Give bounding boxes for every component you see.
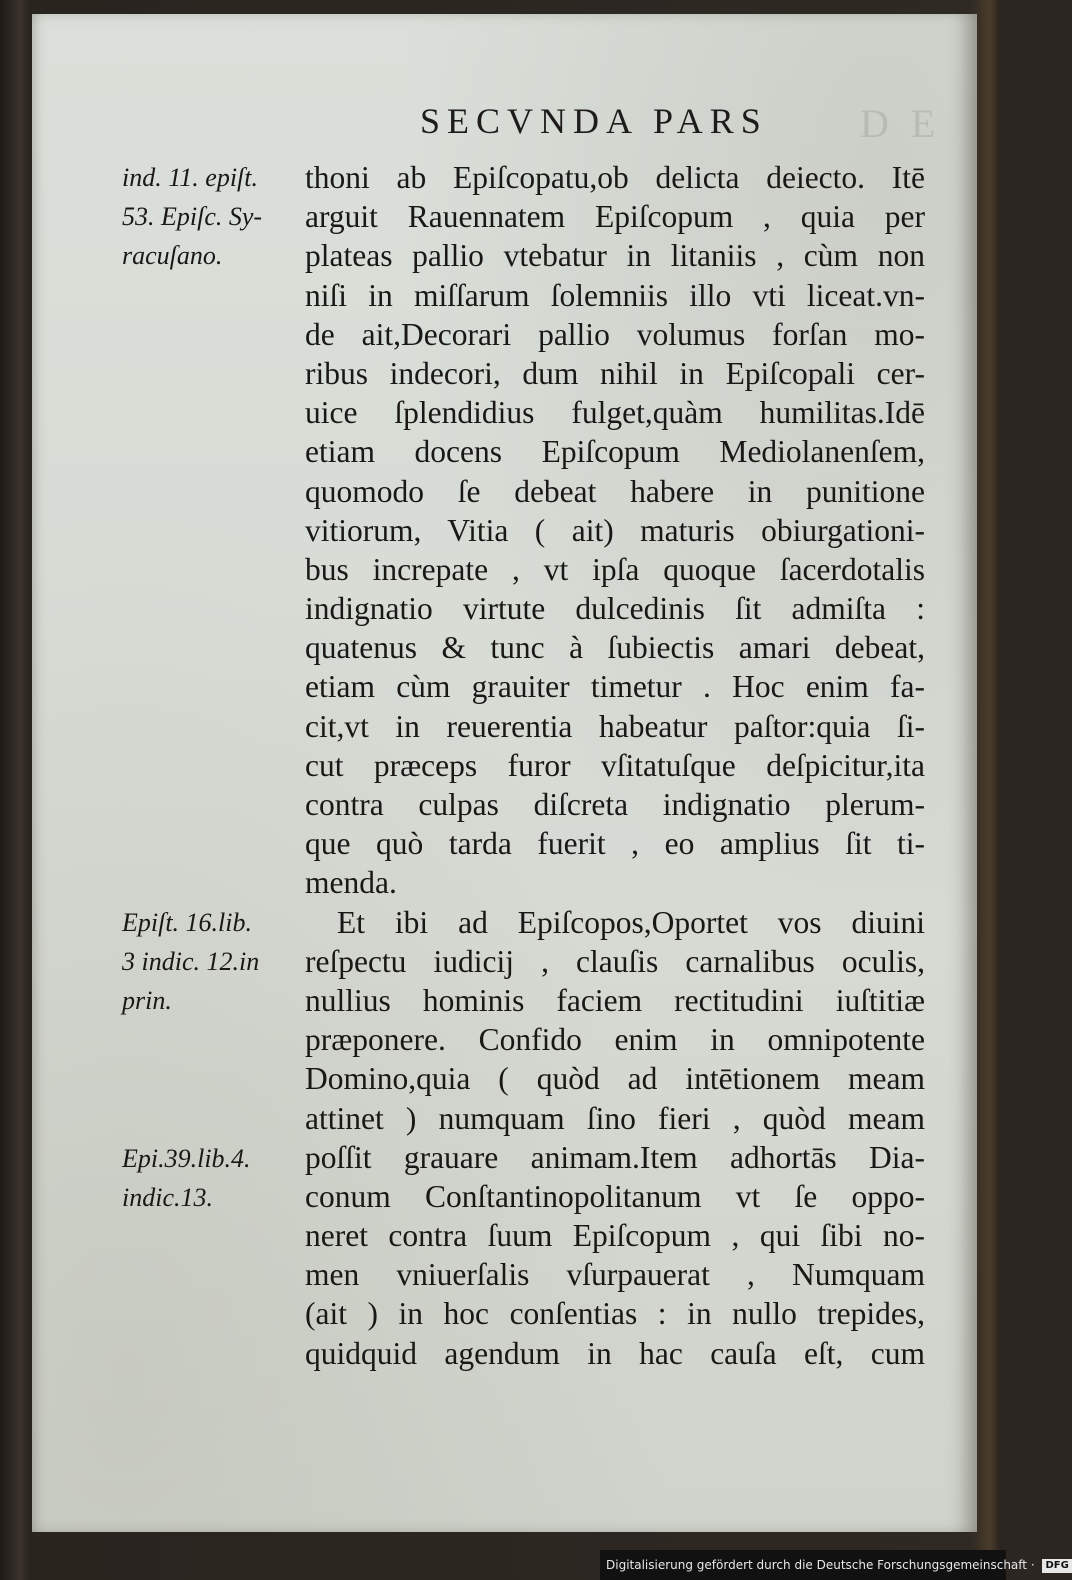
text-line: reſpectu iudicij , clauſis carnalibus oculis,: [305, 943, 925, 979]
show-through-text: D E: [860, 101, 942, 146]
margin-note-line: 3 indic. 12.in: [122, 947, 260, 977]
margin-note-2: [122, 903, 300, 1021]
text-line: plateas pallio vtebatur in litaniis , cùm non: [305, 238, 925, 274]
text-line: nullius hominis faciem rectitudini iuſtitiæ: [305, 982, 925, 1018]
text-line: quatenus & tunc à ſubiectis amari debeat,: [305, 630, 925, 666]
text-line: de ait,Decorari pallio volumus forſan mo-: [305, 316, 925, 352]
text-line: menda.: [305, 865, 397, 901]
running-head: SECVNDA PARS: [420, 101, 768, 141]
margin-note-line: Epiſt. 16.lib.: [122, 908, 252, 937]
text-line: uice ſplendidius fulget,quàm humilitas.Idē: [305, 395, 925, 431]
footer-text: Digitalisierung gefördert durch die Deutsche Forschungsgemeinschaft ·: [606, 1558, 1035, 1572]
margin-note-1: [122, 158, 300, 276]
text-line: Domino,quia ( quòd ad intētionem meam: [305, 1061, 925, 1097]
text-line: quidquid agendum in hac cauſa eſt, cum: [305, 1335, 925, 1371]
text-line: vitiorum, Vitia ( ait) maturis obiurgationi-: [305, 512, 925, 548]
text-line: conum Conſtantinopolitanum vt ſe oppo-: [305, 1178, 925, 1214]
text-line: contra culpas diſcreta indignatio plerum-: [305, 787, 925, 822]
text-line: que quò tarda fuerit , eo amplius ſit ti-: [305, 826, 925, 862]
text-line: attinet ) numquam ſino fieri , quòd meam: [305, 1100, 925, 1136]
text-line: etiam docens Epiſcopum Mediolanenſem,: [305, 434, 925, 470]
margin-note-line: prin.: [122, 986, 172, 1016]
margin-note-line: ind. 11. epiſt.: [122, 163, 259, 192]
funding-footer: [600, 1550, 1069, 1580]
text-line: quomodo ſe debeat habere in punitione: [305, 473, 925, 509]
text-line: men vniuerſalis vſurpauerat , Numquam: [305, 1257, 925, 1293]
main-text-column: [305, 158, 925, 1373]
text-line: cut præceps furor vſitatuſque deſpicitur,ita: [305, 747, 925, 783]
text-line: poſſit grauare animam.Item adhortās Dia-: [305, 1139, 925, 1175]
text-line: niſi in miſſarum ſolemniis illo vti liceat.vn-: [305, 277, 925, 313]
margin-note-3: [122, 1139, 300, 1217]
text-line: præponere. Confido enim in omnipotente: [305, 1022, 925, 1058]
text-line: ribus indecori, dum nihil in Epiſcopali cer-: [305, 355, 925, 391]
margin-note-line: indic.13.: [122, 1183, 213, 1213]
text-line: etiam cùm grauiter timetur . Hoc enim fa-: [305, 669, 925, 705]
margin-note-line: 53. Epiſc. Sy-: [122, 202, 263, 232]
dfg-logo: DFG: [1042, 1559, 1071, 1573]
text-line: neret contra ſuum Epiſcopum , qui ſibi no-: [305, 1218, 925, 1254]
text-line: (ait ) in hoc conſentias : in nullo trepides,: [305, 1296, 925, 1332]
text-line: arguit Rauennatem Epiſcopum , quia per: [305, 199, 925, 235]
text-line: indignatio virtute dulcedinis ſit admiſta :: [305, 591, 925, 627]
text-line: Et ibi ad Epiſcopos,Oportet vos diuini: [337, 904, 925, 940]
text-line: bus increpate , vt ipſa quoque ſacerdotalis: [305, 551, 925, 587]
text-line: thoni ab Epiſcopatu,ob delicta deiecto. Itē: [305, 160, 925, 195]
margin-note-line: racuſano.: [122, 241, 223, 271]
margin-note-line: Epi.39.lib.4.: [122, 1144, 251, 1173]
text-line: cit,vt in reuerentia habeatur paſtor:quia ſi-: [305, 708, 925, 744]
